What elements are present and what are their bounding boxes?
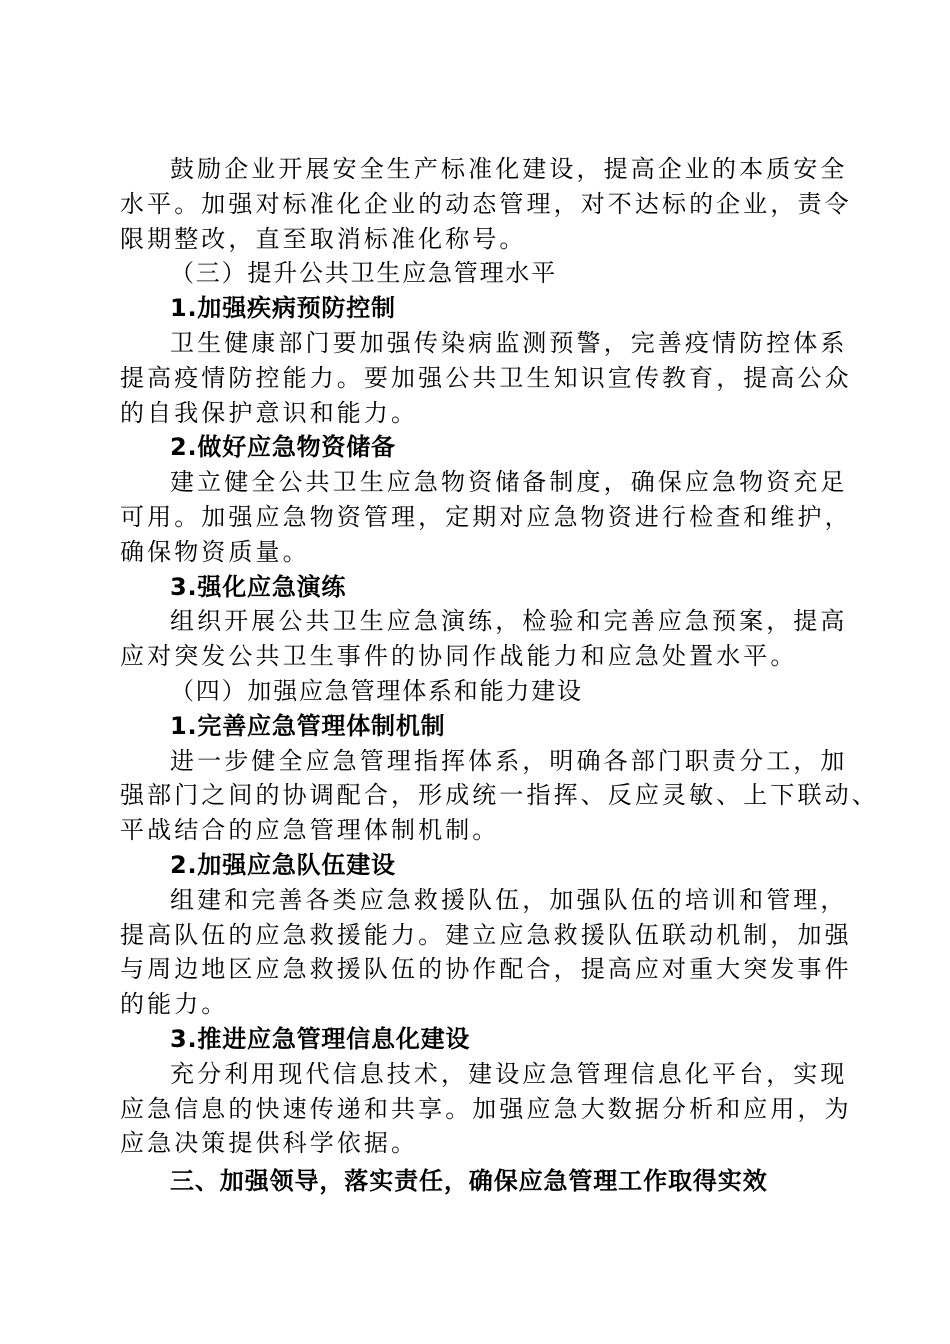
paragraph-line: 建立健全公共卫生应急物资储备制度，确保应急物资充足 [170, 468, 848, 497]
paragraph [120, 326, 852, 430]
paragraph [120, 152, 852, 256]
paragraph [120, 604, 848, 674]
paragraph-line: 鼓励企业开展安全生产标准化建设，提高企业的本质安全 [170, 155, 848, 183]
numbered-heading: 1.完善应急管理体制机制 [170, 711, 446, 740]
paragraph-line: 的能力。 [120, 990, 229, 1019]
numbered-heading: 1.加强疾病预防控制 [170, 294, 396, 323]
numbered-heading: 3.推进应急管理信息化建设 [170, 1024, 471, 1053]
numbered-heading: 3.强化应急演练 [170, 572, 347, 601]
paragraph-line: 可用。加强应急物资管理，定期对应急物资进行检查和维护， [120, 502, 852, 531]
paragraph-line: 确保物资质量。 [120, 537, 310, 566]
paragraph-line: 进一步健全应急管理指挥体系，明确各部门职责分工，加 [170, 746, 848, 775]
paragraph-line: 组建和完善各类应急救援队伍，加强队伍的培训和管理， [170, 885, 848, 914]
paragraph [120, 465, 852, 569]
paragraph-line: 应急决策提供科学依据。 [120, 1129, 419, 1158]
paragraph [120, 883, 852, 1022]
paragraph-line: 应对突发公共卫生事件的协同作战能力和应急处置水平。 [120, 642, 798, 671]
paragraph-line: 的自我保护意识和能力。 [120, 398, 419, 427]
paragraph-line: 水平。加强对标准化企业的动态管理，对不达标的企业，责令 [120, 189, 852, 218]
paragraph-line: 强部门之间的协调配合，形成统一指挥、反应灵敏、上下联动、 [120, 781, 879, 810]
paragraph-line: 充分利用现代信息技术，建设应急管理信息化平台，实现 [170, 1059, 848, 1088]
section-heading: 三、加强领导，落实责任，确保应急管理工作取得实效 [170, 1167, 768, 1196]
paragraph [120, 744, 879, 848]
paragraph-line: 卫生健康部门要加强传染病监测预警，完善疫情防控体系 [170, 328, 848, 357]
subsection-title: （四）加强应急管理体系和能力建设 [170, 676, 583, 705]
subsection-title: （三）提升公共卫生应急管理水平 [170, 259, 557, 288]
paragraph-line: 提高队伍的应急救援能力。建立应急救援队伍联动机制，加强 [120, 920, 852, 949]
paragraph-line: 提高疫情防控能力。要加强公共卫生知识宣传教育，提高公众 [120, 363, 852, 392]
paragraph-line: 平战结合的应急管理体制机制。 [120, 816, 500, 845]
numbered-heading: 2.做好应急物资储备 [170, 433, 396, 462]
paragraph [120, 1057, 852, 1161]
document-body [120, 152, 879, 1199]
numbered-heading: 2.加强应急队伍建设 [170, 850, 396, 879]
paragraph-line: 应急信息的快速传递和共享。加强应急大数据分析和应用，为 [120, 1094, 852, 1123]
paragraph-line: 组织开展公共卫生应急演练，检验和完善应急预案，提高 [170, 607, 848, 636]
paragraph-line: 限期整改，直至取消标准化称号。 [120, 224, 527, 253]
paragraph-line: 与周边地区应急救援队伍的协作配合，提高应对重大突发事件 [120, 955, 852, 984]
